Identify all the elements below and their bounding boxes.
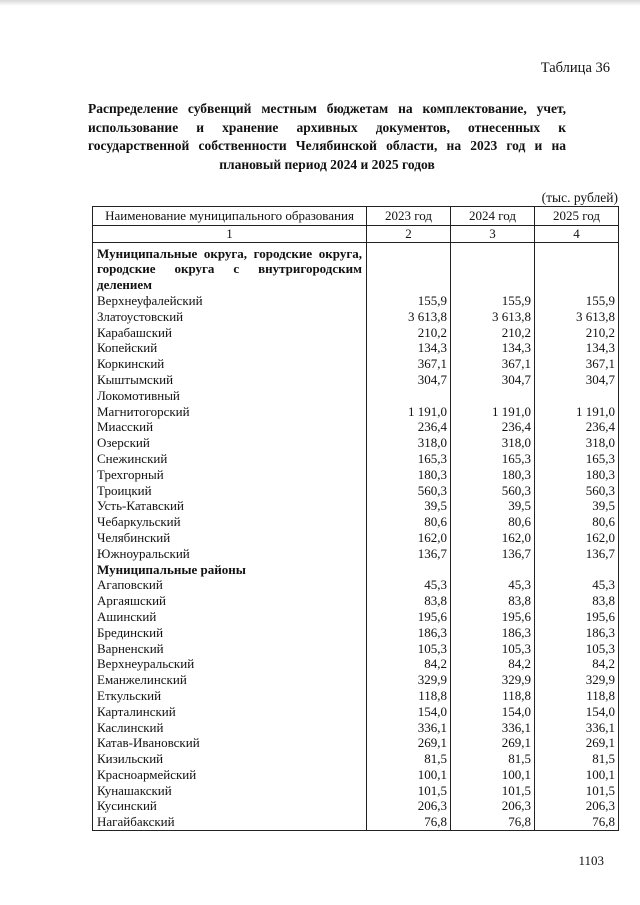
value-2024-cell: 318,0: [451, 435, 535, 451]
column-number-1: 1: [93, 225, 367, 242]
value-2025-cell: 84,2: [535, 656, 619, 672]
row-name-cell: Локомотивный: [93, 388, 367, 404]
value-2023-cell: 76,8: [367, 814, 451, 830]
row-name-cell: Коркинский: [93, 356, 367, 372]
column-header-2025: 2025 год: [535, 207, 619, 226]
value-2023-cell: [367, 388, 451, 404]
value-2023-cell: 155,9: [367, 293, 451, 309]
value-2023-cell: 304,7: [367, 372, 451, 388]
subventions-table: [92, 206, 619, 831]
row-name-cell: Карталинский: [93, 704, 367, 720]
table-row: [93, 451, 619, 467]
value-2024-cell: 269,1: [451, 735, 535, 751]
table-group-row: [93, 242, 619, 293]
value-2025-cell: 206,3: [535, 798, 619, 814]
value-2023-cell: 154,0: [367, 704, 451, 720]
value-2023-cell: [367, 562, 451, 578]
row-name-cell: Красноармейский: [93, 767, 367, 783]
row-name-cell: Верхнеуфалейский: [93, 293, 367, 309]
row-name-cell: Нагайбакский: [93, 814, 367, 830]
table-row: [93, 514, 619, 530]
value-2023-cell: 329,9: [367, 672, 451, 688]
value-2023-cell: 101,5: [367, 783, 451, 799]
table-row: [93, 625, 619, 641]
value-2025-cell: 336,1: [535, 720, 619, 736]
table-row: [93, 735, 619, 751]
table-row: [93, 814, 619, 830]
value-2024-cell: 154,0: [451, 704, 535, 720]
value-2025-cell: 304,7: [535, 372, 619, 388]
value-2024-cell: 3 613,8: [451, 309, 535, 325]
value-2024-cell: [451, 562, 535, 578]
row-name-cell: Трехгорный: [93, 467, 367, 483]
value-2023-cell: 206,3: [367, 798, 451, 814]
value-2023-cell: 39,5: [367, 498, 451, 514]
table-row: [93, 498, 619, 514]
table-row: [93, 704, 619, 720]
row-name-cell: Муниципальные округа, городские округа, городские округа с внутригородским делением: [93, 242, 367, 293]
value-2025-cell: 210,2: [535, 325, 619, 341]
table-row: [93, 641, 619, 657]
value-2025-cell: 101,5: [535, 783, 619, 799]
value-2025-cell: 81,5: [535, 751, 619, 767]
value-2023-cell: 100,1: [367, 767, 451, 783]
value-2023-cell: 560,3: [367, 483, 451, 499]
value-2024-cell: 76,8: [451, 814, 535, 830]
table-row: [93, 609, 619, 625]
value-2024-cell: 118,8: [451, 688, 535, 704]
value-2024-cell: 45,3: [451, 577, 535, 593]
value-2025-cell: 367,1: [535, 356, 619, 372]
row-name-cell: Еткульский: [93, 688, 367, 704]
value-2023-cell: 367,1: [367, 356, 451, 372]
table-row: [93, 546, 619, 562]
value-2024-cell: 136,7: [451, 546, 535, 562]
value-2023-cell: 210,2: [367, 325, 451, 341]
table-row: [93, 372, 619, 388]
row-name-cell: Каслинский: [93, 720, 367, 736]
column-header-row: [93, 207, 619, 226]
value-2024-cell: 84,2: [451, 656, 535, 672]
table-row: [93, 577, 619, 593]
value-2025-cell: [535, 562, 619, 578]
table-row: [93, 751, 619, 767]
value-2025-cell: 560,3: [535, 483, 619, 499]
row-name-cell: Кизильский: [93, 751, 367, 767]
table-group-row: [93, 562, 619, 578]
table-row: [93, 672, 619, 688]
value-2023-cell: 162,0: [367, 530, 451, 546]
table-row: [93, 356, 619, 372]
value-2025-cell: 195,6: [535, 609, 619, 625]
column-number-4: 4: [535, 225, 619, 242]
row-name-cell: Агаповский: [93, 577, 367, 593]
row-name-cell: Южноуральский: [93, 546, 367, 562]
table-row: [93, 340, 619, 356]
value-2023-cell: 136,7: [367, 546, 451, 562]
row-name-cell: Челябинский: [93, 530, 367, 546]
table-row: [93, 309, 619, 325]
row-name-cell: Кыштымский: [93, 372, 367, 388]
value-2023-cell: 165,3: [367, 451, 451, 467]
row-name-cell: Катав-Ивановский: [93, 735, 367, 751]
table-row: [93, 720, 619, 736]
value-2025-cell: 100,1: [535, 767, 619, 783]
value-2024-cell: 165,3: [451, 451, 535, 467]
table-row: [93, 325, 619, 341]
value-2024-cell: 80,6: [451, 514, 535, 530]
value-2023-cell: 186,3: [367, 625, 451, 641]
table-label: Таблица 36: [540, 60, 610, 76]
row-name-cell: Брединский: [93, 625, 367, 641]
value-2024-cell: 155,9: [451, 293, 535, 309]
table-row: [93, 593, 619, 609]
row-name-cell: Аргаяшский: [93, 593, 367, 609]
table-header: [93, 207, 619, 243]
row-name-cell: Ашинский: [93, 609, 367, 625]
column-number-2: 2: [367, 225, 451, 242]
row-name-cell: Верхнеуральский: [93, 656, 367, 672]
table-row: [93, 404, 619, 420]
row-name-cell: Карабашский: [93, 325, 367, 341]
table-row: [93, 688, 619, 704]
value-2023-cell: 81,5: [367, 751, 451, 767]
value-2023-cell: 3 613,8: [367, 309, 451, 325]
table-row: [93, 435, 619, 451]
row-name-cell: Троицкий: [93, 483, 367, 499]
units-note: (тыс. рублей): [541, 190, 618, 205]
value-2024-cell: 1 191,0: [451, 404, 535, 420]
value-2024-cell: 329,9: [451, 672, 535, 688]
row-name-cell: Еманжелинский: [93, 672, 367, 688]
value-2025-cell: 236,4: [535, 419, 619, 435]
value-2024-cell: 186,3: [451, 625, 535, 641]
value-2025-cell: 83,8: [535, 593, 619, 609]
row-name-cell: Кусинский: [93, 798, 367, 814]
value-2024-cell: 367,1: [451, 356, 535, 372]
row-name-cell: Снежинский: [93, 451, 367, 467]
table-row: [93, 798, 619, 814]
table-row: [93, 530, 619, 546]
value-2025-cell: 45,3: [535, 577, 619, 593]
value-2024-cell: 105,3: [451, 641, 535, 657]
column-header-name: Наименование муниципального образования: [93, 207, 367, 226]
value-2024-cell: 560,3: [451, 483, 535, 499]
value-2024-cell: 336,1: [451, 720, 535, 736]
table-row: [93, 467, 619, 483]
value-2025-cell: 269,1: [535, 735, 619, 751]
row-name-cell: Чебаркульский: [93, 514, 367, 530]
table-row: [93, 293, 619, 309]
column-number-3: 3: [451, 225, 535, 242]
row-name-cell: Магнитогорский: [93, 404, 367, 420]
value-2023-cell: 105,3: [367, 641, 451, 657]
value-2025-cell: 154,0: [535, 704, 619, 720]
value-2024-cell: 162,0: [451, 530, 535, 546]
table-row: [93, 656, 619, 672]
row-name-cell: Варненский: [93, 641, 367, 657]
column-number-row: [93, 225, 619, 242]
row-name-cell: Муниципальные районы: [93, 562, 367, 578]
value-2023-cell: 318,0: [367, 435, 451, 451]
value-2024-cell: 134,3: [451, 340, 535, 356]
value-2023-cell: 134,3: [367, 340, 451, 356]
value-2025-cell: [535, 242, 619, 293]
page-number: 1103: [578, 853, 604, 868]
table-row: [93, 388, 619, 404]
value-2023-cell: 269,1: [367, 735, 451, 751]
value-2024-cell: [451, 388, 535, 404]
value-2024-cell: 83,8: [451, 593, 535, 609]
value-2024-cell: 210,2: [451, 325, 535, 341]
column-header-2024: 2024 год: [451, 207, 535, 226]
value-2023-cell: 180,3: [367, 467, 451, 483]
table-row: [93, 483, 619, 499]
value-2025-cell: 118,8: [535, 688, 619, 704]
value-2025-cell: [535, 388, 619, 404]
value-2025-cell: 165,3: [535, 451, 619, 467]
value-2025-cell: 155,9: [535, 293, 619, 309]
document-title: Распределение субвенций местным бюджетам на комплектование, учет, использование и хранение архивных документов, отнесенных к государственной собственности Челябинской области, на 2023 год и на плановый период 2024 и 2025 годов: [88, 101, 566, 172]
value-2025-cell: 105,3: [535, 641, 619, 657]
value-2024-cell: 100,1: [451, 767, 535, 783]
value-2025-cell: 76,8: [535, 814, 619, 830]
row-name-cell: Кунашакский: [93, 783, 367, 799]
value-2024-cell: [451, 242, 535, 293]
table-body: [93, 242, 619, 830]
value-2025-cell: 329,9: [535, 672, 619, 688]
value-2024-cell: 180,3: [451, 467, 535, 483]
value-2025-cell: 3 613,8: [535, 309, 619, 325]
value-2024-cell: 81,5: [451, 751, 535, 767]
row-name-cell: Озерский: [93, 435, 367, 451]
value-2024-cell: 236,4: [451, 419, 535, 435]
value-2023-cell: 236,4: [367, 419, 451, 435]
column-header-2023: 2023 год: [367, 207, 451, 226]
value-2025-cell: 39,5: [535, 498, 619, 514]
value-2025-cell: 180,3: [535, 467, 619, 483]
value-2025-cell: 136,7: [535, 546, 619, 562]
value-2023-cell: 195,6: [367, 609, 451, 625]
value-2025-cell: 318,0: [535, 435, 619, 451]
value-2023-cell: 84,2: [367, 656, 451, 672]
value-2023-cell: 336,1: [367, 720, 451, 736]
table-row: [93, 419, 619, 435]
value-2024-cell: 195,6: [451, 609, 535, 625]
row-name-cell: Златоустовский: [93, 309, 367, 325]
table-row: [93, 783, 619, 799]
value-2024-cell: 206,3: [451, 798, 535, 814]
row-name-cell: Копейский: [93, 340, 367, 356]
value-2024-cell: 39,5: [451, 498, 535, 514]
row-name-cell: Усть-Катавский: [93, 498, 367, 514]
value-2023-cell: 118,8: [367, 688, 451, 704]
page-top-edge: [0, 0, 640, 6]
table-row: [93, 767, 619, 783]
row-name-cell: Миасский: [93, 419, 367, 435]
value-2025-cell: 134,3: [535, 340, 619, 356]
value-2023-cell: 80,6: [367, 514, 451, 530]
value-2024-cell: 101,5: [451, 783, 535, 799]
value-2024-cell: 304,7: [451, 372, 535, 388]
value-2023-cell: 83,8: [367, 593, 451, 609]
value-2025-cell: 80,6: [535, 514, 619, 530]
value-2025-cell: 186,3: [535, 625, 619, 641]
value-2023-cell: [367, 242, 451, 293]
value-2025-cell: 162,0: [535, 530, 619, 546]
value-2023-cell: 45,3: [367, 577, 451, 593]
value-2023-cell: 1 191,0: [367, 404, 451, 420]
value-2025-cell: 1 191,0: [535, 404, 619, 420]
